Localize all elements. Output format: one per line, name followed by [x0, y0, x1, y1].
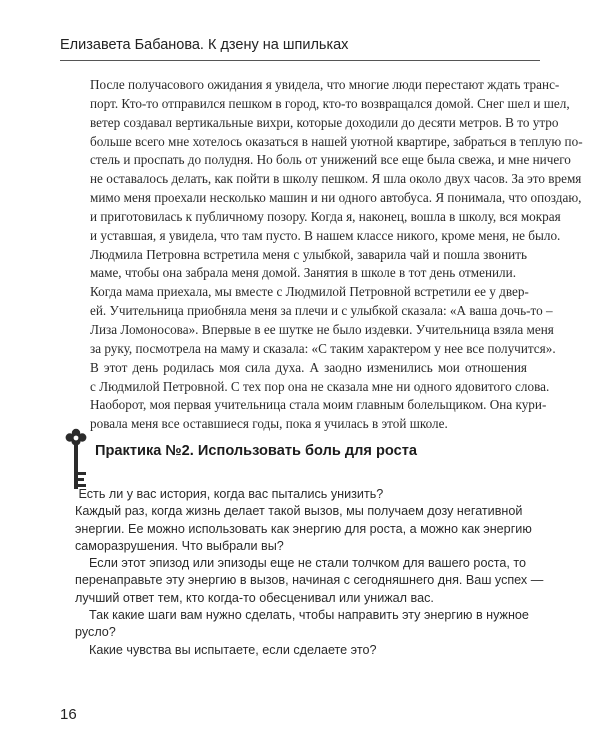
paragraph [75, 246, 527, 284]
practice-line: Каждый раз, когда жизнь делает такой вызов, мы получаем дозу негативной [75, 504, 523, 519]
text-line: Людмила Петровна встретила меня с улыбкой, заварила чай и пошла звонить [90, 246, 527, 262]
practice-line: Так какие шаги вам нужно сделать, чтобы направить эту энергию в нужное [75, 608, 529, 623]
practice-text [75, 486, 544, 659]
text-line: порт. Кто-то отправился пешком в город, кто-то возвращался домой. Снег шел и шел, [90, 95, 570, 111]
text-line: не оставалось делать, как пойти в школу пешком. Я шла около двух часов. За это время [90, 171, 582, 187]
text-line: ветер создавал вертикальные вихри, которые доходили до десяти метров. В то утро [90, 114, 559, 130]
paragraph [75, 76, 583, 246]
text-line: маме, чтобы она забрала меня домой. Занятия в школе в тот день отменили. [90, 265, 516, 281]
text-line: Лиза Ломоносова». Впервые в ее шутке не было издевки. Учительница взяла меня [90, 321, 554, 337]
text-line: Когда мама приехала, мы вместе с Людмилой Петровной встретили ее у двер- [90, 284, 529, 300]
text-line: В этот день родилась моя сила духа. А заодно изменились мои отношения [90, 359, 527, 375]
text-line: ровала меня все оставшиеся годы, пока я училась в этой школе. [90, 416, 448, 432]
text-line: и приготовилась к публичному позору. Когда я, наконец, вошла в школу, вся мокрая [90, 208, 561, 224]
key-icon [62, 428, 90, 490]
page-number: 16 [60, 706, 77, 723]
text-line: мимо меня проехали несколько машин и ни одного автобуса. Я понимала, что опоздаю, [90, 190, 582, 206]
text-line: больше всего мне хотелось оказаться в нашей уютной квартире, забраться в теплую по- [90, 133, 583, 149]
text-line: После получасового ожидания я увидела, что многие люди перестают ждать транс- [90, 77, 560, 92]
text-line: Наоборот, моя первая учительница стала моим главным болельщиком. Она кури- [90, 397, 547, 413]
practice-line: Есть ли у вас история, когда вас пытались унизить? [75, 487, 384, 501]
text-line: стель и проспать до полудня. Но боль от унижений все еще была свежа, и мне ничего [90, 152, 571, 168]
text-line: ей. Учительница приобняла меня за плечи и с улыбкой сказала: «А ваша дочь-то – [90, 303, 553, 319]
text-line: с Людмилой Петровной. С тех пор она не сказала мне ни одного ядовитого слова. [90, 378, 550, 394]
practice-line: перенаправьте эту энергию в вызов, начиная с сегодняшнего дня. Ваш успех — [75, 573, 544, 588]
practice-line: Какие чувства вы испытаете, если сделаете это? [75, 642, 377, 657]
practice-line: лучший ответ тем, кто когда-то обесценивал или унижал вас. [75, 590, 434, 605]
practice-line: Если этот эпизод или эпизоды еще не стали толчком для вашего роста, то [75, 556, 526, 571]
practice-title: Практика №2. Использовать боль для роста [95, 443, 417, 459]
running-head: Елизавета Бабанова. К дзену на шпильках [60, 37, 349, 53]
text-line: и уставшая, я увидела, что там пусто. В нашем классе никого, кроме меня, не было. [90, 227, 561, 243]
text-line: за руку, посмотрела на маму и сказала: «С таким характером у нее все получится». [90, 340, 556, 356]
paragraph [75, 359, 550, 434]
practice-line: саморазрушения. Что выбрали вы? [75, 538, 284, 553]
paragraph [75, 283, 556, 358]
practice-line: энергии. Ее можно использовать как энергию для роста, а можно как энергию [75, 521, 532, 536]
header-rule [60, 60, 540, 61]
practice-line: русло? [75, 625, 116, 640]
body-text [75, 76, 583, 434]
